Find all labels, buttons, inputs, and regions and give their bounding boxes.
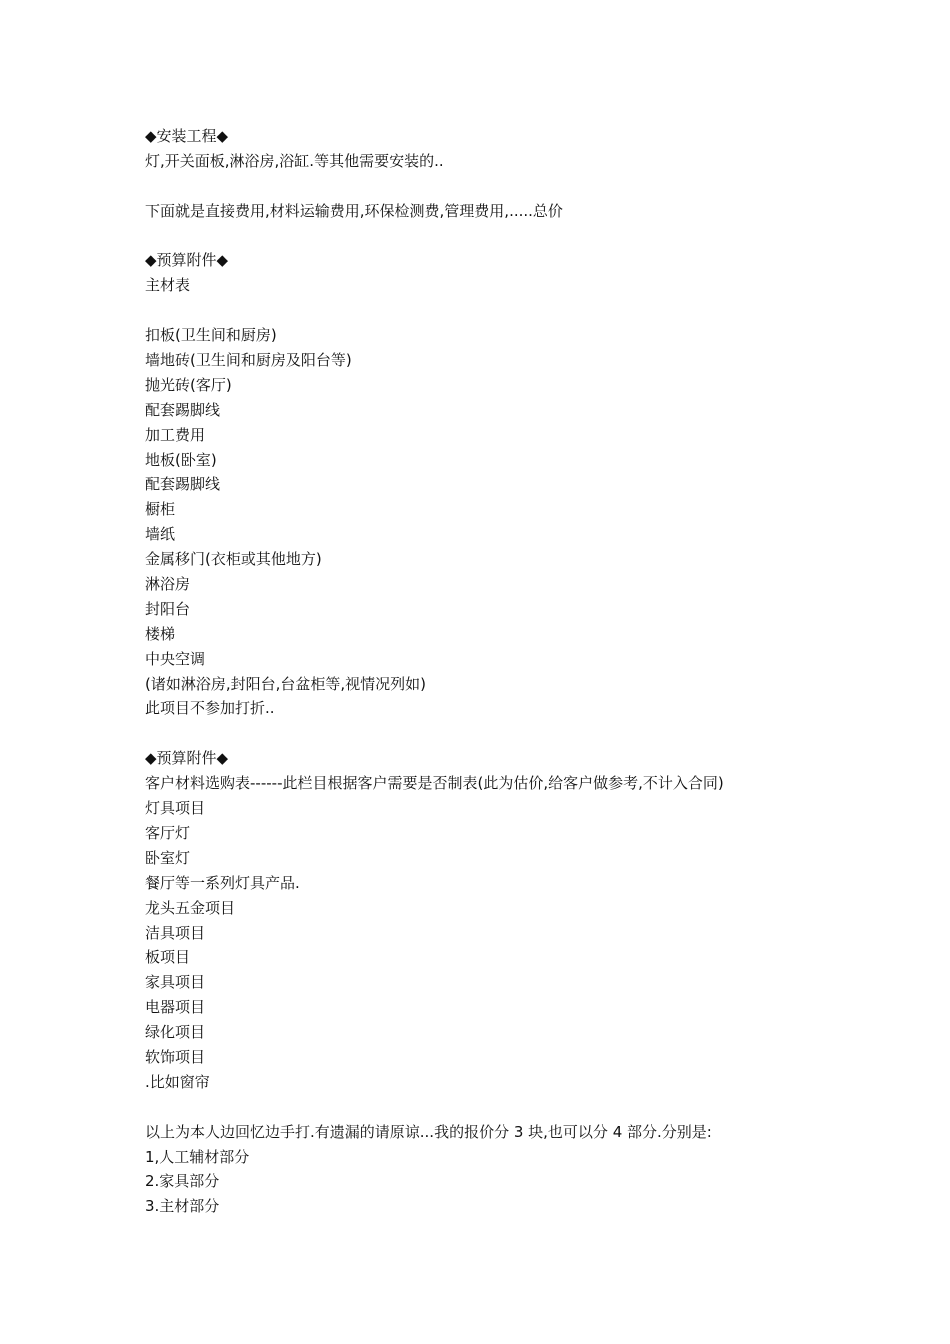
list-item: 金属移门(衣柜或其他地方)	[145, 550, 322, 569]
list-item: 墙地砖(卫生间和厨房及阳台等)	[145, 351, 352, 370]
list-item: 餐厅等一系列灯具产品.	[145, 873, 300, 892]
list-item: 灯具项目	[145, 799, 206, 818]
blank-line	[145, 721, 925, 746]
list-item: 中央空调	[145, 649, 206, 668]
list-item: 配套踢脚线	[145, 475, 221, 494]
list-item: 配套踢脚线	[145, 400, 221, 419]
blank-line	[145, 174, 925, 199]
list-item: 家具项目	[145, 973, 206, 992]
list-item: 2.家具部分	[145, 1172, 220, 1191]
list-item: 扣板(卫生间和厨房)	[145, 326, 277, 345]
list-item: 墙纸	[145, 525, 176, 544]
list-item: 软饰项目	[145, 1047, 206, 1066]
list-item: 电器项目	[145, 998, 206, 1017]
text-line: 以上为本人边回忆边手打.有遗漏的请原谅...我的报价分 3 块,也可以分 4 部分.分别是:	[145, 1122, 712, 1141]
section-heading-budget-attachment: ◆预算附件◆	[145, 749, 229, 768]
list-item: .比如窗帘	[145, 1072, 210, 1091]
text-line: 下面就是直接费用,材料运输费用,环保检测费,管理费用,.....总价	[145, 201, 563, 220]
list-item: 客厅灯	[145, 823, 191, 842]
list-item: 淋浴房	[145, 575, 191, 594]
list-item: 橱柜	[145, 500, 176, 519]
text-line: 此项目不参加打折..	[145, 699, 275, 718]
list-item: 抛光砖(客厅)	[145, 375, 232, 394]
list-item: 板项目	[145, 948, 191, 967]
blank-line	[145, 1095, 925, 1120]
text-line: 客户材料选购表------此栏目根据客户需要是否制表(此为估价,给客户做参考,不计入合同)	[145, 774, 724, 793]
list-item: 龙头五金项目	[145, 898, 236, 917]
list-item: 楼梯	[145, 624, 176, 643]
list-item: 1,人工辅材部分	[145, 1147, 250, 1166]
section-heading-installation: ◆安装工程◆	[145, 127, 229, 145]
text-line: (诸如淋浴房,封阳台,台盆柜等,视情况列如)	[145, 674, 427, 693]
list-item: 绿化项目	[145, 1023, 206, 1042]
blank-line	[145, 298, 925, 323]
list-item: 地板(卧室)	[145, 450, 217, 469]
text-line: 灯,开关面板,淋浴房,浴缸.等其他需要安装的..	[145, 151, 444, 170]
list-item: 卧室灯	[145, 848, 191, 867]
list-item: 加工费用	[145, 425, 206, 444]
list-item: 封阳台	[145, 599, 191, 618]
text-line: 主材表	[145, 276, 191, 295]
document-body	[145, 124, 925, 1219]
section-heading-budget-attachment: ◆预算附件◆	[145, 251, 229, 270]
list-item: 洁具项目	[145, 923, 206, 942]
blank-line	[145, 224, 925, 249]
list-item: 3.主材部分	[145, 1197, 220, 1216]
